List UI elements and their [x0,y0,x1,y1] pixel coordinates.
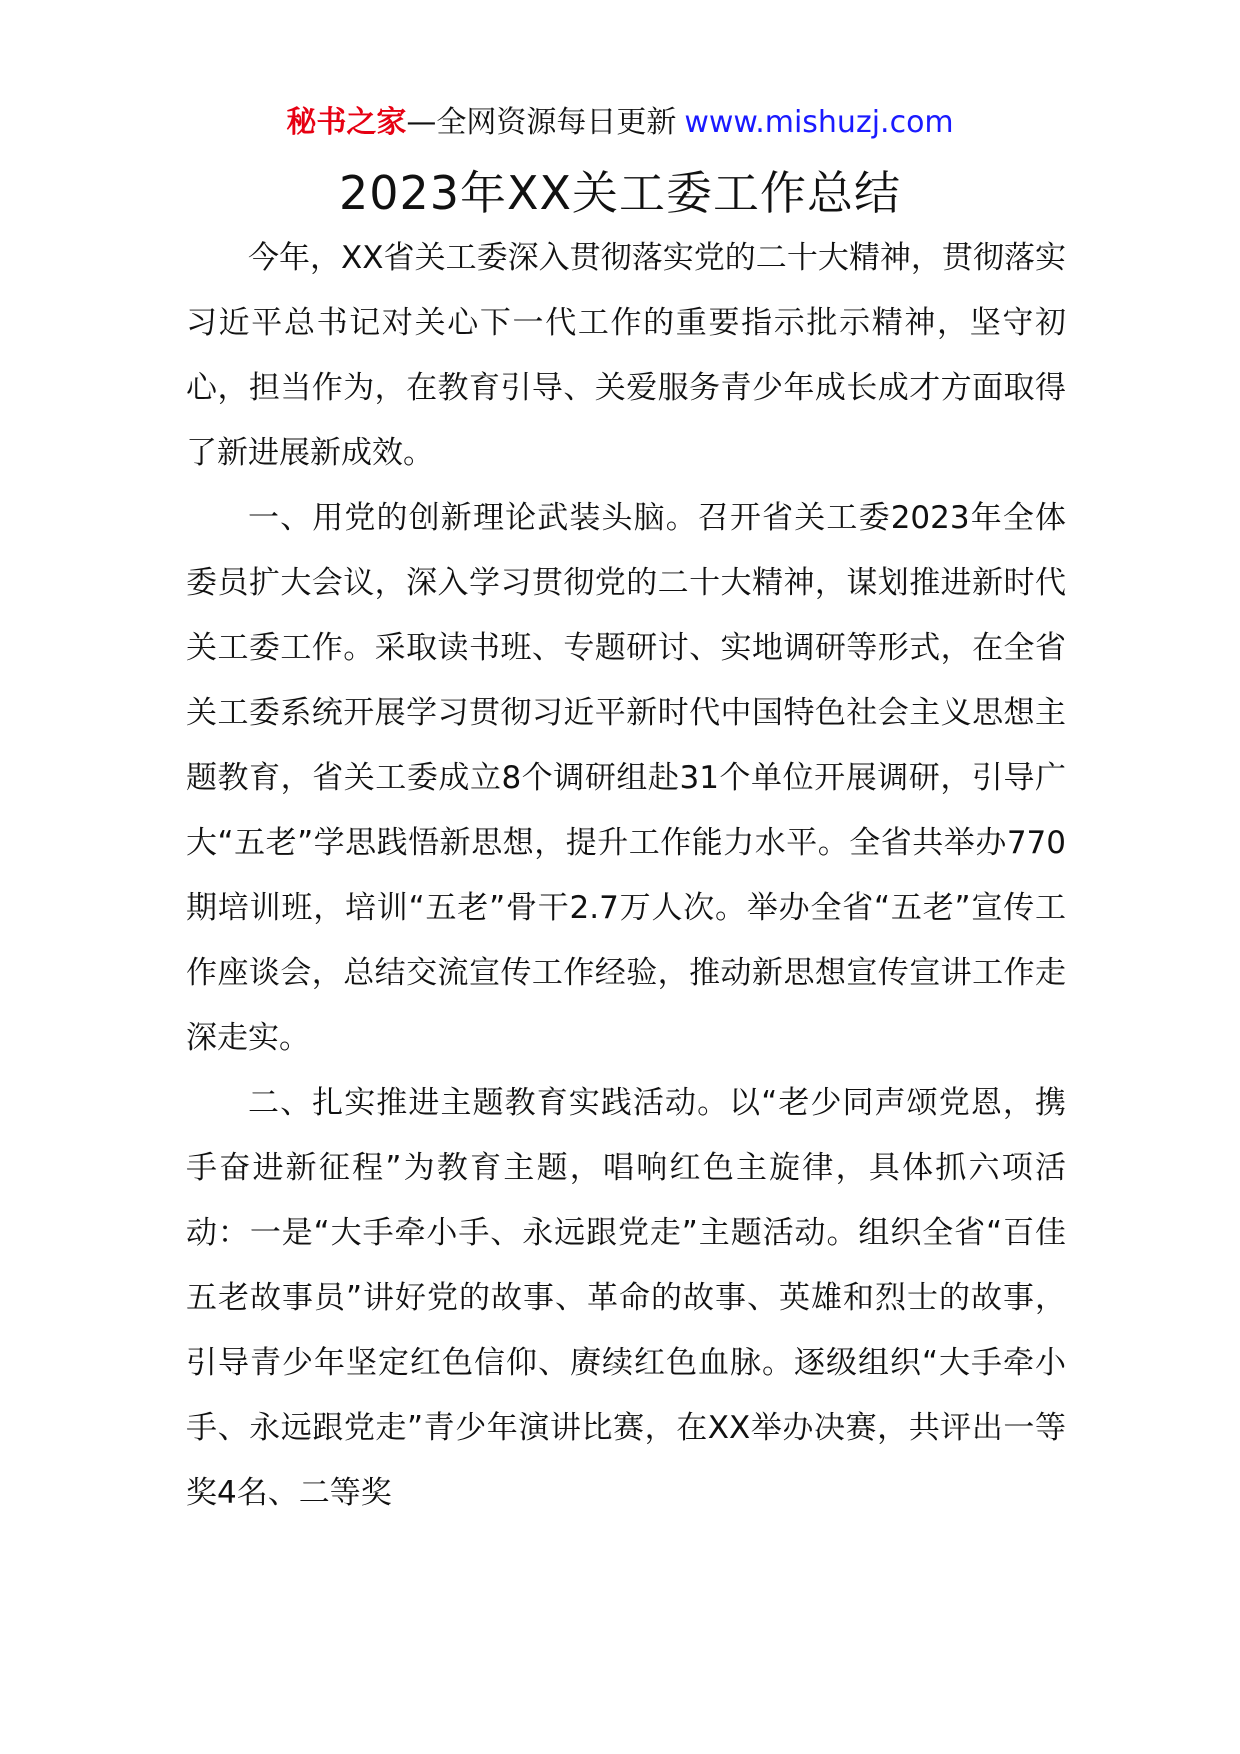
header-tagline: —全网资源每日更新 [406,105,677,140]
paragraph-intro: 今年，XX省关工委深入贯彻落实党的二十大精神，贯彻落实习近平总书记对关心下一代工作的重要指示批示精神，坚守初心，担当作为，在教育引导、关爱服务青少年成长成才方面取得了新进展新成效。 [186,240,1066,471]
document-body [186,226,1066,1526]
paragraph-section-1: 一、用党的创新理论武装头脑。召开省关工委2023年全体委员扩大会议，深入学习贯彻党的二十大精神，谋划推进新时代关工委工作。采取读书班、专题研讨、实地调研等形式，在全省关工委系统开展学习贯彻习近平新时代中国特色社会主义思想主题教育，省关工委成立8个调研组赴31个单位开展调研，引导广大“五老”学思践悟新思想，提升工作能力水平。全省共举办770期培训班，培训“五老”骨干2.7万人次。举办全省“五老”宣传工作座谈会，总结交流宣传工作经验，推动新思想宣传宣讲工作走深走实。 [186,500,1066,1056]
document-title: 2023年XX关工委工作总结 [338,166,902,220]
site-url-link[interactable]: www.mishuzj.com [684,105,954,140]
site-header [0,100,1240,146]
brand-name: 秘书之家 [286,105,407,140]
paragraph-section-2: 二、扎实推进主题教育实践活动。以“老少同声颂党恩，携手奋进新征程”为教育主题，唱响红色主旋律，具体抓六项活动：一是“大手牵小手、永远跟党走”主题活动。组织全省“百佳五老故事员”讲好党的故事、革命的故事、英雄和烈士的故事，引导青少年坚定红色信仰、赓续红色血脉。逐级组织“大手牵小手、永远跟党走”青少年演讲比赛，在XX举办决赛，共评出一等奖4名、二等奖 [186,1085,1066,1511]
